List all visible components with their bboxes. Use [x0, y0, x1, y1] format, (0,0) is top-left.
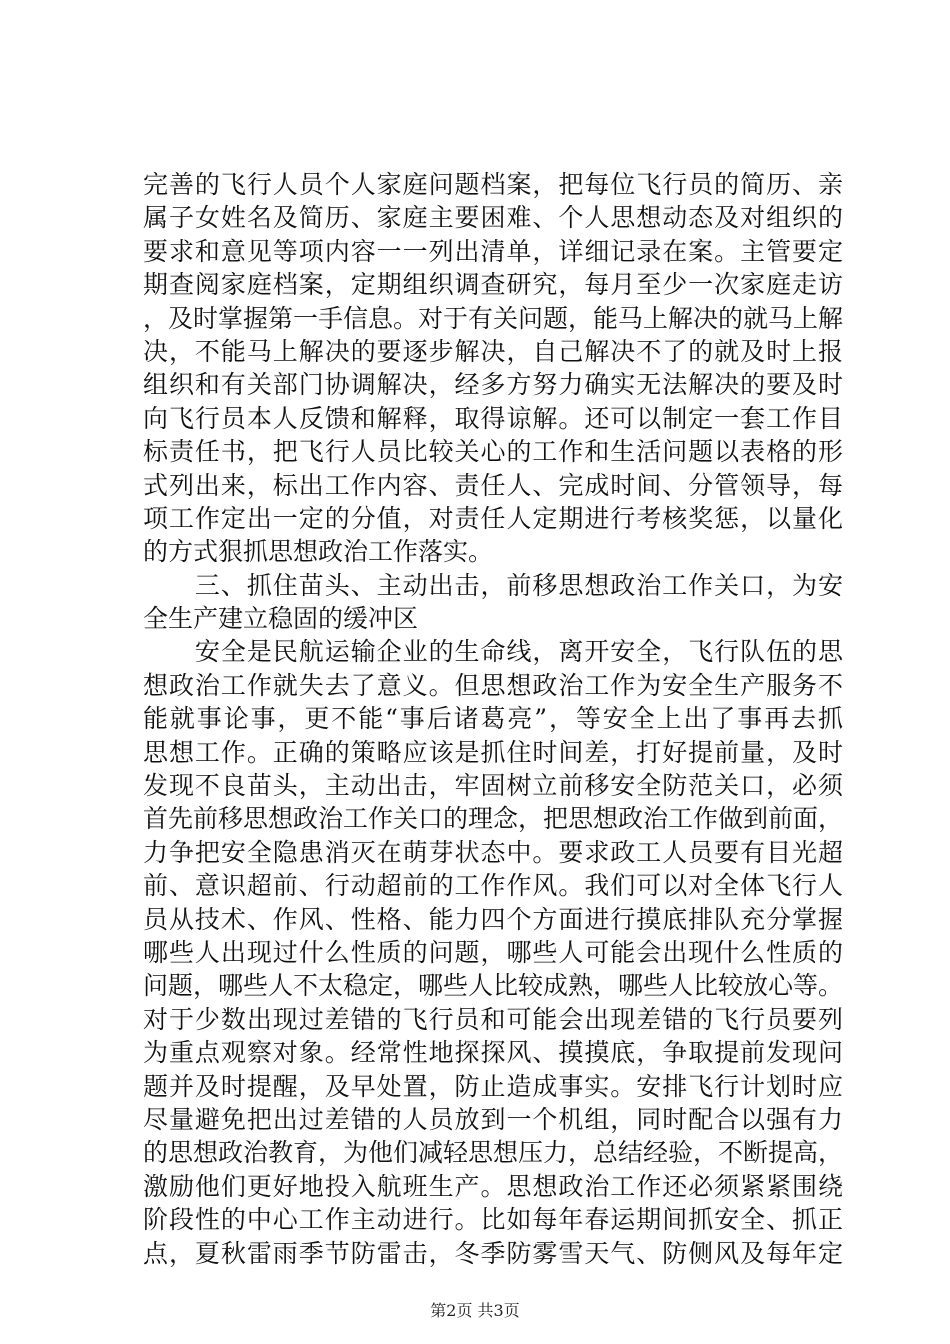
body-text-line: 前、意识超前、行动超前的工作作风。我们可以对全体飞行人	[143, 871, 843, 901]
body-text-line: 员从技术、作风、性格、能力四个方面进行摸底排队充分掌握	[143, 904, 843, 934]
body-text-line: 要求和意见等项内容一一列出清单，详细记录在案。主管要定	[143, 236, 843, 266]
body-text-line: 力争把安全隐患消灭在萌芽状态中。要求政工人员要有目光超	[143, 837, 843, 867]
body-text-line: 向飞行员本人反馈和解释，取得谅解。还可以制定一套工作目	[143, 403, 843, 433]
body-text-line: 尽量避免把出过差错的人员放到一个机组，同时配合以强有力	[143, 1104, 843, 1134]
body-text-line: 三、抓住苗头、主动出击，前移思想政治工作关口，为安	[143, 570, 843, 600]
body-text-line: 为重点观察对象。经常性地探探风、摸摸底，争取提前发现问	[143, 1038, 843, 1068]
body-text-line: 问题，哪些人不太稳定，哪些人比较成熟，哪些人比较放心等。	[143, 971, 844, 1001]
body-text-line: 式列出来，标出工作内容、责任人、完成时间、分管领导，每	[143, 470, 843, 500]
body-text-line: 全生产建立稳固的缓冲区	[143, 604, 419, 634]
body-text-line: 哪些人出现过什么性质的问题，哪些人可能会出现什么性质的	[143, 937, 843, 967]
body-text-line: 题并及时提醒，及早处置，防止造成事实。安排飞行计划时应	[143, 1071, 843, 1101]
document-body	[143, 168, 843, 1270]
body-text-line: 完善的飞行人员个人家庭问题档案，把每位飞行员的简历、亲	[143, 170, 843, 199]
body-text-line: 能就事论事，更不能“事后诸葛亮”，等安全上出了事再去抓	[143, 704, 843, 734]
body-text-line: 激励他们更好地投入航班生产。思想政治工作还必须紧紧围绕	[143, 1171, 843, 1201]
body-text-line: 想政治工作就失去了意义。但思想政治工作为安全生产服务不	[143, 670, 843, 700]
page-number-footer: 第2页 共3页	[430, 1301, 520, 1320]
body-text-line: 点，夏秋雷雨季节防雷击，冬季防雾雪天气、防侧风及每年定	[143, 1238, 843, 1268]
body-text-line: 期查阅家庭档案，定期组织调查研究，每月至少一次家庭走访	[143, 270, 843, 300]
body-text-line: 思想工作。正确的策略应该是抓住时间差，打好提前量，及时	[143, 737, 843, 767]
body-text-line: 项工作定出一定的分值，对责任人定期进行考核奖惩，以量化	[143, 503, 843, 533]
body-text-line: 组织和有关部门协调解决，经多方努力确实无法解决的要及时	[143, 370, 843, 400]
body-text-line: 属子女姓名及简历、家庭主要困难、个人思想动态及对组织的	[143, 203, 843, 233]
body-text-line: 的思想政治教育，为他们减轻思想压力，总结经验，不断提高，	[143, 1138, 844, 1168]
body-text-line: 的方式狠抓思想政治工作落实。	[143, 537, 494, 567]
body-text-line: 标责任书，把飞行人员比较关心的工作和生活问题以表格的形	[143, 437, 843, 467]
body-text-line: 对于少数出现过差错的飞行员和可能会出现差错的飞行员要列	[143, 1004, 843, 1034]
body-text-line: 发现不良苗头，主动出击，牢固树立前移安全防范关口，必须	[143, 771, 843, 801]
body-text-line: ，及时掌握第一手信息。对于有关问题，能马上解决的就马上解	[143, 303, 844, 333]
body-text-line: 阶段性的中心工作主动进行。比如每年春运期间抓安全、抓正	[143, 1205, 843, 1235]
body-text-line: 决，不能马上解决的要逐步解决，自己解决不了的就及时上报	[143, 336, 843, 366]
body-text-line: 首先前移思想政治工作关口的理念，把思想政治工作做到前面，	[143, 804, 844, 834]
body-text-line: 安全是民航运输企业的生命线，离开安全，飞行队伍的思	[143, 637, 843, 667]
